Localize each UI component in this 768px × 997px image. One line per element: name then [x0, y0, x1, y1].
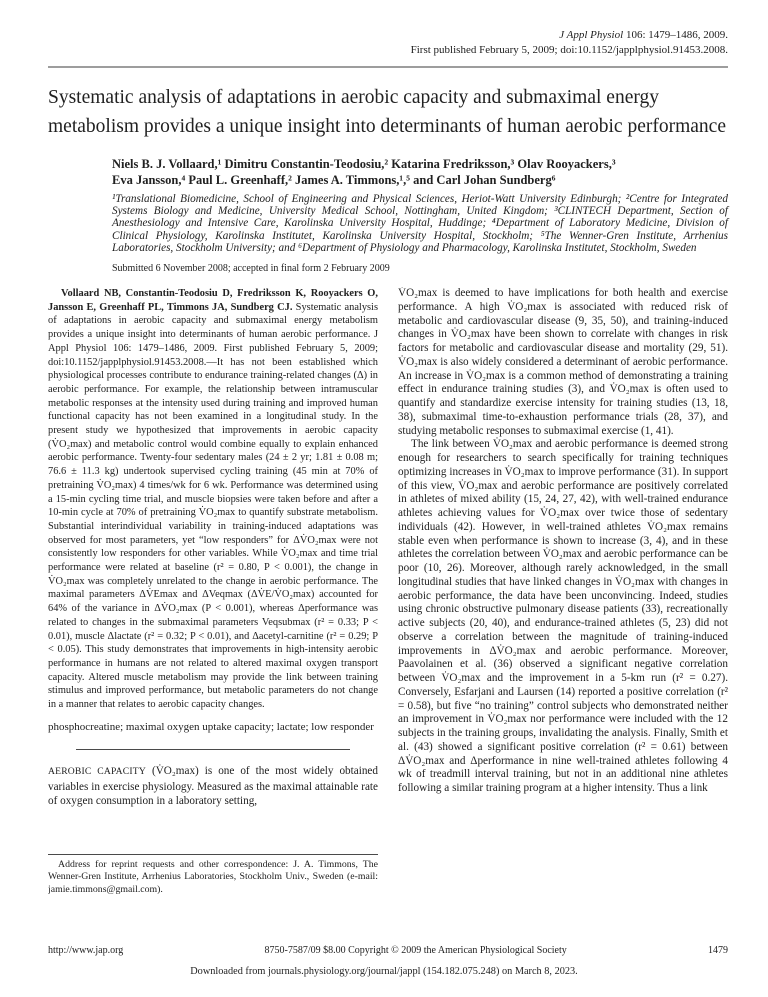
body-paragraph-1: V̇O₂max is deemed to have implications for both health and exercise performance. A high V̇O₂max is associated with reduced risk of metabolic and cardiovascular disease (9, 35, 50), and training-induced changes in V̇O₂max have been shown to correlate with changes in risk factors for metabolic and cardiovascular disease and mortality (29, 51). V̇O₂max is also widely considered a determinant of aerobic performance. An increase in V̇O₂max is a common method of demonstrating a training effect in endurance training studies (3), and V̇O₂max is often used to quantify and standardize exercise intensity for training studies (13, 18, 38), submaximal time-to-exhaustion performance trials (28, 37), and studying metabolic responses to submaximal exercise (1, 41).: [398, 287, 728, 437]
left-column: [48, 287, 378, 896]
abstract-citation-lead: Vollaard NB, Constantin-Teodosiu D, Fredriksson K, Rooyackers O, Jansson E, Greenhaff PL, Timmons JA, Sundberg CJ.: [48, 288, 378, 313]
page-footer: [48, 945, 728, 956]
article-title: Systematic analysis of adaptations in aerobic capacity and submaximal energy metabolism provides a unique insight into determinants of human aerobic performance: [48, 87, 726, 137]
journal-url: http://www.jap.org: [48, 945, 124, 956]
journal-masthead: [48, 28, 728, 57]
intro-body-text: (V̇O₂max) is one of the most widely obtained variables in exercise physiology. Measured as the maximal attainable rate of oxygen consumption in a laboratory setting,: [48, 765, 378, 807]
author-list: [112, 157, 728, 188]
keywords-line: phosphocreatine; maximal oxygen uptake capacity; lactate; low responder: [48, 720, 374, 733]
intro-smallcaps-lead: AEROBIC CAPACITY: [48, 766, 146, 778]
introduction-paragraph: [48, 764, 378, 808]
journal-volume-pages: 106: 1479–1486, 2009.: [625, 29, 728, 41]
abstract-paragraph: [48, 287, 378, 712]
byline-block: [112, 157, 728, 274]
abstract-body-text: Systematic analysis of adaptations in aerobic capacity and submaximal energy metabolism provides a unique insight into determinants of human aerobic performance. J Appl Physiol 106: 1479–1486, 2009. First published February 5, 2009; doi:10.1152/japplphysiol.91453.2008.—It has not been established which physiological processes contribute to endurance training-related changes (Δ) in aerobic performance. For example, the relationship between intramuscular metabolic responses at the intensity used during training and improved human functional capacity has not been examined in a longitudinal study. In the present study we hypothesized that improvements in aerobic capacity (V̇O₂max) and metabolic control would combine equally to explain enhanced aerobic performance. Twenty-four sedentary males (24 ± 2 yr; 1.81 ± 0.08 m; 76.6 ± 11.3 kg) undertook supervised cycling training (45 min at 70% of pretraining V̇O₂max) 4 times/wk for 6 wk. Performance was determined using a 15-min cycling time trial, and muscle biopsies were taken before and after a 10-min cycle at 70% of pretraining V̇O₂max to quantify substrate metabolism. Substantial interindividual variability in training-induced adaptations was observed for most parameters, yet “low responders” for ΔV̇O₂max were not consistently low responders for other variables. While V̇O₂max and time trial performance were related at baseline (r² = 0.80, P < 0.001), the change in V̇O₂max was completely unrelated to the change in aerobic performance. The maximal parameters ΔV̇Emax and ΔVeqmax (ΔV̇E/V̇O₂max) accounted for 64% of the variance in ΔV̇O₂max (P < 0.001), whereas Δperformance was related to changes in the submaximal parameters Veqsubmax (r² = 0.33; P < 0.01), muscle Δlactate (r² = 0.32; P < 0.01), and Δacetyl-carnitine (r² = 0.29; P < 0.05). This study demonstrates that improvements in high-intensity aerobic performance in humans are not related to altered maximal oxygen transport capacity. Altered muscle metabolism may provide the link between training stimulus and improved performance, but metabolic parameters do not change in a manner that relates to aerobic capacity changes.: [48, 301, 378, 711]
author-line-2: Eva Jansson,⁴ Paul L. Greenhaff,² James A. Timmons,¹,⁵ and Carl Johan Sundberg⁶: [112, 172, 556, 187]
right-column: [398, 287, 728, 896]
affiliations: ¹Translational Biomedicine, School of Engineering and Physical Sciences, Heriot-Watt University Edinburgh; ²Centre for Integrated Systems Biology and Medicine, University Medical School, Nottingham, United Kingdom; ³CLINTECH Department, Section of Anesthesiology and Intensive Care, Karolinska University Hospital, Huddinge; ⁴Department of Laboratory Medicine, Division of Clinical Physiology, Karolinska Institutet, Karolinska University Hospital, Stockholm; ⁵The Wenner-Gren Institute, Arrhenius Laboratories, Stockholm University; and ⁶Department of Physiology and Pharmacology, Karolinska Institutet, Stockholm, Sweden: [112, 193, 728, 254]
author-line-1: Niels B. J. Vollaard,¹ Dimitru Constantin-Teodosiu,² Katarina Fredriksson,³ Olav Rooyackers,³: [112, 157, 616, 171]
abstract-intro-divider-rule: [76, 749, 350, 750]
two-column-body: [48, 287, 728, 896]
submission-history: Submitted 6 November 2008; accepted in final form 2 February 2009: [112, 263, 390, 275]
correspondence-footnote: Address for reprint requests and other correspondence: J. A. Timmons, The Wenner-Gren Institute, Arrhenius Laboratories, Stockholm Univ., Sweden (e-mail: jamie.timmons@gmail.com).: [48, 854, 378, 896]
masthead-divider-rule: [48, 66, 728, 68]
copyright-line: 8750-7587/09 $8.00 Copyright © 2009 the American Physiological Society: [264, 945, 567, 956]
body-paragraph-2: The link between V̇O₂max and aerobic performance is deemed strong enough for researchers to search specifically for training techniques optimizing increases in V̇O₂max to improve performance (31). In support of this view, V̇O₂max and aerobic performance are positively correlated in athletes of mixed ability (15, 24, 27, 42), with well-trained endurance athletes achieving values for V̇O₂max over twice those of sedentary individuals (42). However, in well-trained athletes V̇O₂max remains stable even when performance is shown to increase (3, 4), and in these athletes the correlation between V̇O₂max and aerobic performance can be poor (10, 26). Moreover, although rarely acknowledged, in the small longitudinal studies that have linked changes in V̇O₂max with changes in aerobic performance, the data have been unconvincing. Indeed, studies using chronic obstructive pulmonary disease patients (33), recreationally active subjects (20, 40), and endurance-trained athletes (5, 23) did not observe a correlation between the magnitude of training-induced improvements in ΔV̇O₂max and aerobic performance. Moreover, Paavolainen et al. (36) observed a significant negative correlation between V̇O₂max and the improvement in a 5-km run (r² = 0.27). Conversely, Esfarjani and Laursen (14) reported a positive correlation (r² = 0.58), but five “no training” control subjects who demonstrated neither an improvement in V̇O₂max nor performance were included with the 12 subjects in the training groups, invalidating the analysis. Finally, Smith et al. (43) showed a significant positive correlation (r² = 0.61) between ΔV̇O₂max and Δperformance in nine well-trained athletes following 4 wk of treadmill interval training, but not in an additional nine athletes following a similar training program at a higher intensity. Thus a link: [398, 438, 728, 795]
journal-citation-line: [48, 28, 728, 43]
page-number: 1479: [708, 945, 728, 956]
first-published-line: First published February 5, 2009; doi:10.1152/japplphysiol.91453.2008.: [410, 43, 728, 56]
journal-name: J Appl Physiol: [559, 29, 624, 41]
download-notice: Downloaded from journals.physiology.org/journal/jappl (154.182.075.248) on March 8, 2023.: [190, 966, 578, 977]
